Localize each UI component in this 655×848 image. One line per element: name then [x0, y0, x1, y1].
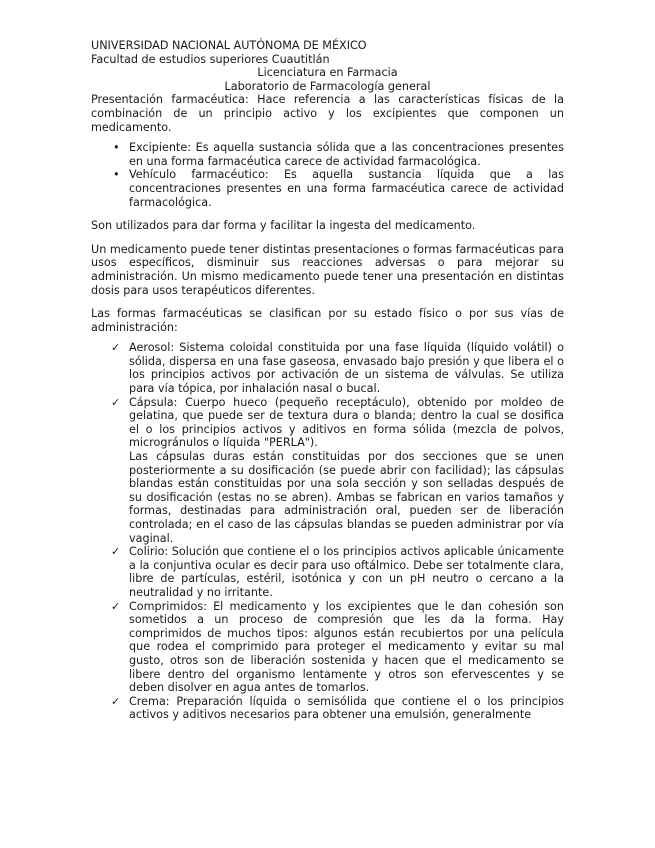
checkmark-icon: ✓: [111, 341, 121, 355]
forms-list: [91, 341, 564, 722]
university-heading: UNIVERSIDAD NACIONAL AUTÓNOMA DE MÉXICO: [91, 39, 367, 52]
list-item-text: Crema: Preparación líquida o semisólida que contiene el o los principios activos y aditivos necesarios para obtener una emulsión, generalmente: [129, 694, 564, 722]
list-item-continuation: Las cápsulas duras están constituidas por dos secciones que se unen posteriormente a su dosificación (se puede abrir con facilidad); las cápsulas blandas están constituidas por una sola sección y son selladas después de su dosificación (estas no se abren). Ambas se fabrican en varios tamaños y formas, destinadas para administración oral, pueden ser de liberación controlada; en el caso de las cápsulas blandas se pueden administrar por vía vaginal.: [129, 450, 564, 545]
checkmark-icon: ✓: [111, 395, 121, 409]
forms-paragraph: Un medicamento puede tener distintas presentaciones o formas farmacéuticas para usos específicos, disminuir sus reacciones adversas o para mejorar su administración. Un mismo medicamento puede tener una presentación en distintas dosis para usos terapéuticos diferentes.: [91, 242, 564, 297]
list-item: [91, 545, 564, 599]
list-item: [91, 168, 564, 209]
list-item: [91, 695, 564, 722]
list-item: [91, 396, 564, 546]
bullet-list: [91, 141, 564, 209]
list-item: [91, 141, 564, 168]
list-item: [91, 341, 564, 395]
bullet-icon: •: [113, 141, 120, 155]
list-item-text: Aerosol: Sistema coloidal constituida por una fase líquida (líquido volátil) o sólida, dispersa en una fase gaseosa, envasado bajo presión y que libera el o los principios activos por activación de un sistema de válvulas. Se utiliza para vía tópica, por inhalación nasal o bucal.: [129, 341, 564, 396]
degree-heading: Licenciatura en Farmacia: [257, 66, 398, 80]
bullet-icon: •: [113, 168, 120, 182]
list-item-text: Comprimidos: El medicamento y los excipientes que le dan cohesión son sometidos a un proceso de compresión que les da la forma. Hay comprimidos de muchos tipos: algunos están recubiertos por una película que rodea el comprimido para proteger el medicamento y evitar su mal gusto, otros son de liberación sostenida y hacen que el medicamento se libere dentro del organismo lentamente y otros son efervescentes y se deben disolver en agua antes de tomarlos.: [129, 599, 564, 695]
usage-paragraph: Son utilizados para dar forma y facilitar la ingesta del medicamento.: [91, 219, 476, 233]
checkmark-icon: ✓: [111, 545, 121, 559]
checkmark-icon: ✓: [111, 694, 121, 708]
faculty-heading: Facultad de estudios superiores Cuautitlán: [91, 52, 330, 66]
classification-paragraph: Las formas farmacéuticas se clasifican por su estado físico o por sus vías de administración:: [91, 307, 564, 334]
intro-paragraph: Presentación farmacéutica: Hace referencia a las características físicas de la combinación de un principio activo y los excipientes que componen un medicamento.: [91, 93, 564, 134]
list-item: [91, 600, 564, 695]
lab-heading: Laboratorio de Farmacología general: [224, 79, 431, 93]
list-item-text: Vehículo farmacéutico: Es aquella sustancia líquida que a las concentraciones presentes en una forma farmacéutica carece de actividad farmacológica.: [129, 168, 564, 209]
checkmark-icon: ✓: [111, 599, 121, 613]
document-body: [91, 39, 564, 722]
list-item-text: Excipiente: Es aquella sustancia sólida que a las concentraciones presentes en una forma farmacéutica carece de actividad farmacológica.: [129, 141, 564, 168]
list-item-text: Cápsula: Cuerpo hueco (pequeño receptáculo), obtenido por moldeo de gelatina, que puede ser de textura dura o blanda; dentro la cual se dosifica el o los principios activos y aditivos en forma sólida (mezcla de polvos, microgránulos o líquida "PERLA").: [129, 395, 564, 450]
list-item-text: Colirio: Solución que contiene el o los principios activos aplicable únicamente a la conjuntiva ocular es decir para uso oftálmico. Debe ser totalmente clara, libre de partículas, estéril, isotónica y con un pH neutro o cercano a la neutralidad y no irritante.: [129, 545, 564, 599]
